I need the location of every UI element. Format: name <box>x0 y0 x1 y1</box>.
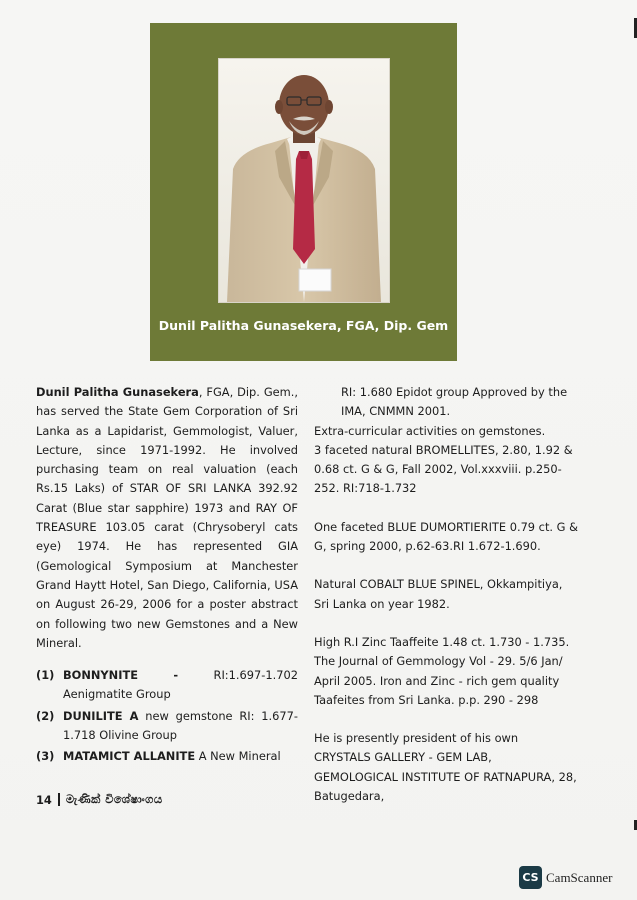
paragraph-crystals-gallery: He is presently president of his own CRYSTALS GALLERY - GEM LAB, GEMOLOGICAL INSTITUTE OF RATNAPURA, 28, Batugedara, <box>314 731 577 804</box>
gem-ri: RI:1.697-1.702 <box>213 668 298 683</box>
camscanner-watermark <box>519 866 612 889</box>
list-item <box>36 747 298 766</box>
gem-name: BONNYNITE <box>63 668 139 683</box>
photo-panel <box>150 23 457 361</box>
gem-desc: A New Mineral <box>195 749 281 764</box>
bio-name: Dunil Palitha Gunasekera <box>36 385 199 399</box>
portrait-photo <box>218 58 390 303</box>
paragraph-spinel: Natural COBALT BLUE SPINEL, Okkampitiya, Sri Lanka on year 1982. <box>314 577 563 611</box>
list-item-number: (1) <box>36 668 55 683</box>
list-item-number: (3) <box>36 749 55 764</box>
right-column <box>314 383 578 806</box>
gem-group: Aenigmatite Group <box>63 687 171 702</box>
paragraph-bromellites: 3 faceted natural BROMELLITES, 2.80, 1.92 & 0.68 ct. G & G, Fall 2002, Vol.xxxviii. p.250-252. RI:718-1.732 <box>314 442 573 496</box>
bio-paragraph <box>36 383 298 653</box>
paragraph-dumortierite: One faceted BLUE DUMORTIERITE 0.79 ct. G & G, spring 2000, p.62-63.RI 1.672-1.690. <box>314 519 578 554</box>
gem-name: MATAMICT ALLANITE <box>63 749 196 764</box>
photo-caption: Dunil Palitha Gunasekera, FGA, Dip. Gem <box>158 318 449 333</box>
item3-continuation: RI: 1.680 Epidot group Approved by the IMA, CNMMN 2001. <box>341 385 568 419</box>
left-column <box>36 383 298 769</box>
footer-divider <box>58 793 60 806</box>
camscanner-logo-icon: CS <box>519 866 542 889</box>
page-number: 14 <box>36 792 52 807</box>
gem-desc: new gemstone RI: 1.677-1.718 Olivine Group <box>63 708 298 743</box>
list-item <box>36 707 298 746</box>
publication-name: මැණික් විශේෂාංගය <box>65 792 163 806</box>
list-item-number: (2) <box>36 708 55 723</box>
paragraph-taaffeite: High R.I Zinc Taaffeite 1.48 ct. 1.730 - 1.735. The Journal of Gemmology Vol - 29. 5/6 Jan/ April 2005. Iron and Zinc - rich gem quality Taafeites from Sri Lanka. p.p. 290 - 298 <box>314 634 570 707</box>
camscanner-text: CamScanner <box>546 869 613 885</box>
gem-dash: - <box>173 668 179 683</box>
gem-name: DUNILITE A <box>63 708 139 723</box>
page-footer <box>36 792 163 807</box>
gemstone-list <box>36 666 298 766</box>
list-item <box>36 666 298 705</box>
bio-text: , FGA, Dip. Gem., has served the State Gem Corporation of Sri Lanka as a Lapidarist, Gemmologist, Valuer, Lecture, since 1971-1992. He involved purchasing team on real valuation (each Rs.15 Laks) of STAR OF SRI LANKA 392.92 Carat (Blue star sapphire) 1973 and RAY OF TREASURE 103.05 carat (Chrysoberyl cats eye) 1974. He has represented GIA (Gemological Symposium at Manchester Grand Haytt Hotel, San Diego, California, USA on August 26-29, 2006 for a poster abstract on following two new Gemstones and a New Mineral. <box>36 385 299 650</box>
extra-curricular-heading: Extra-curricular activities on gemstones. <box>314 423 546 438</box>
